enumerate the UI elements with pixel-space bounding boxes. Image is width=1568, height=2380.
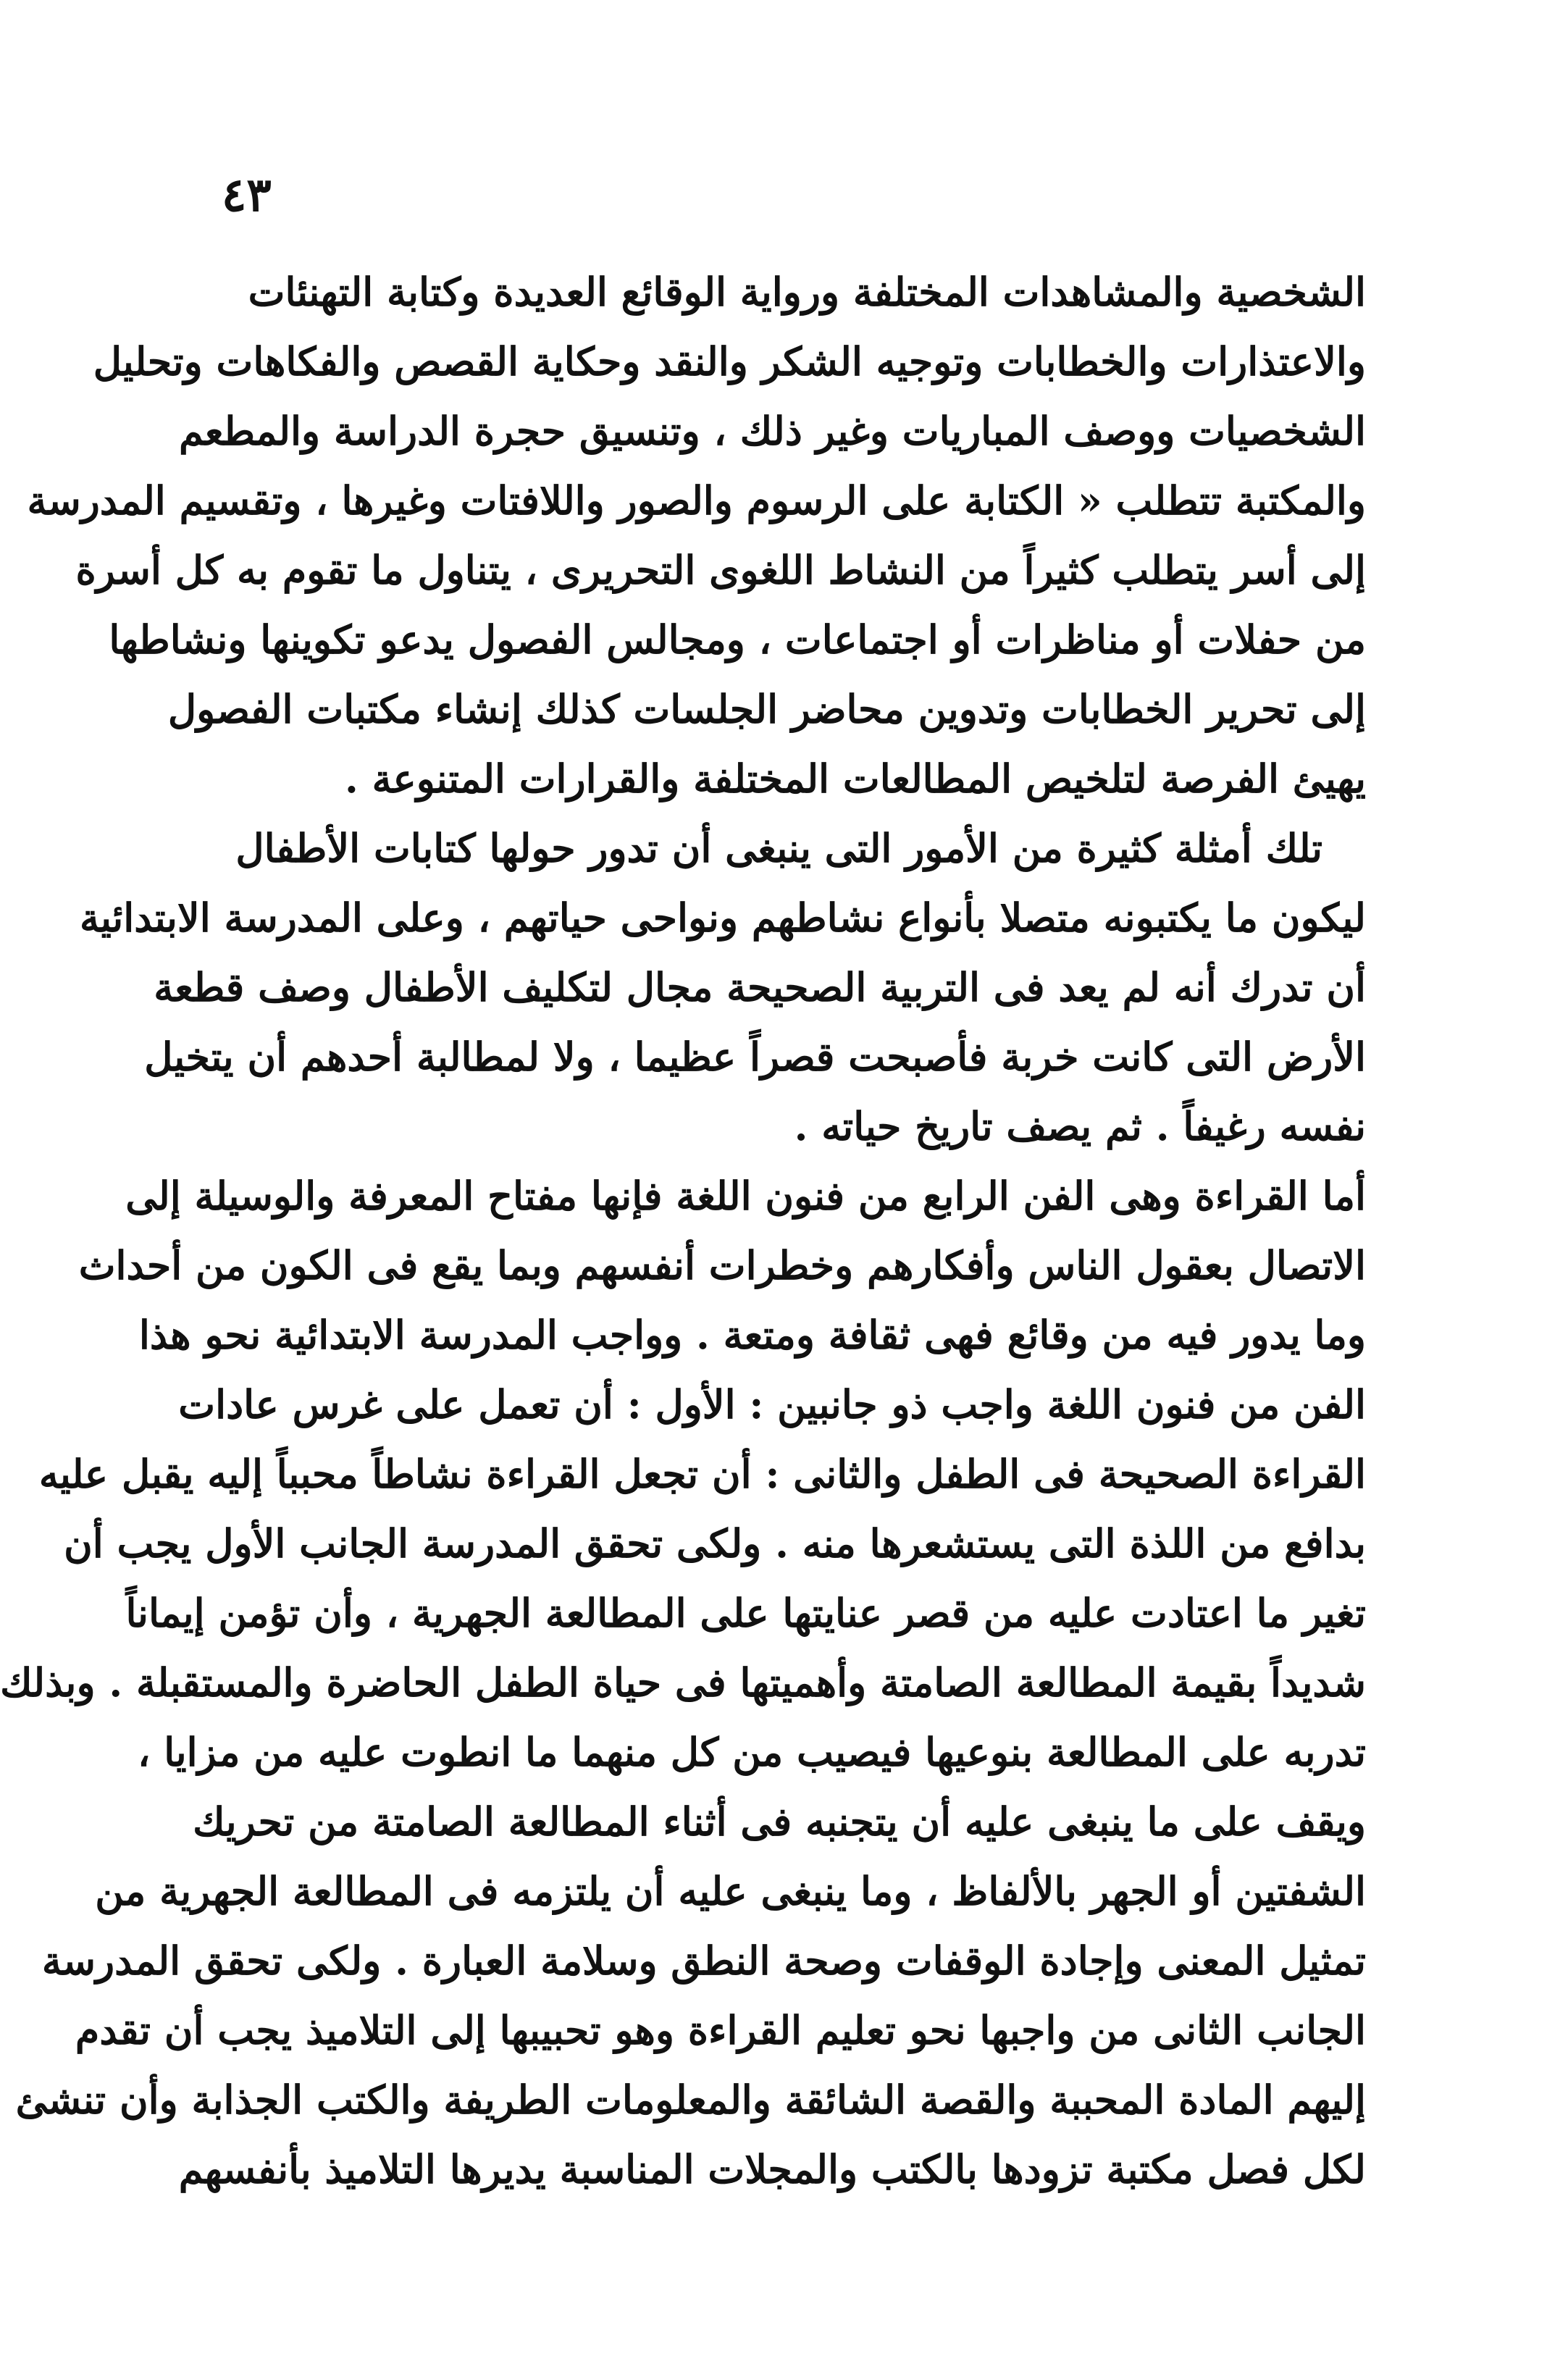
text-line: ليكون ما يكتبونه متصلا بأنواع نشاطهم ونواحى حياتهم ، وعلى المدرسة الابتدائية	[79, 894, 1366, 941]
text-line: الشخصية والمشاهدات المختلفة ورواية الوقائع العديدة وكتابة التهنئات	[248, 269, 1366, 315]
text-line: ويقف على ما ينبغى عليه أن يتجنبه فى أثناء المطالعة الصامتة من تحريك	[193, 1798, 1366, 1845]
text-line: أما القراءة وهى الفن الرابع من فنون اللغة فإنها مفتاح المعرفة والوسيلة إلى	[125, 1173, 1366, 1219]
text-line: الشفتين أو الجهر بالألفاظ ، وما ينبغى عليه أن يلتزمه فى المطالعة الجهرية من	[95, 1868, 1366, 1914]
text-line: نفسه رغيفاً . ثم يصف تاريخ حياته .	[794, 1103, 1366, 1149]
text-line: تغير ما اعتادت عليه من قصر عنايتها على المطالعة الجهرية ، وأن تؤمن إيماناً	[125, 1590, 1366, 1636]
text-line: يهيئ الفرصة لتلخيص المطالعات المختلفة والقرارات المتنوعة .	[344, 755, 1366, 802]
text-line: إلى تحرير الخطابات وتدوين محاضر الجلسات كذلك إنشاء مكتبات الفصول	[167, 686, 1366, 732]
text-line: لكل فصل مكتبة تزودها بالكتب والمجلات المناسبة يديرها التلاميذ بأنفسهم	[178, 2146, 1366, 2192]
text-line: الاتصال بعقول الناس وأفكارهم وخطرات أنفسهم وبما يقع فى الكون من أحداث	[78, 1242, 1366, 1289]
text-line: تمثيل المعنى وإجادة الوقفات وصحة النطق وسلامة العبارة . ولكى تحقق المدرسة	[41, 1937, 1366, 1984]
text-line: إليهم المادة المحببة والقصة الشائقة والمعلومات الطريفة والكتب الجذابة وأن تنشئ	[15, 2077, 1366, 2123]
text-line: من حفلات أو مناظرات أو اجتماعات ، ومجالس الفصول يدعو تكوينها ونشاطها	[109, 616, 1366, 663]
paragraph-3	[0, 1161, 1366, 2204]
text-line: الفن من فنون اللغة واجب ذو جانبين : الأول : أن تعمل على غرس عادات	[178, 1381, 1366, 1428]
text-line: أن تدرك أنه لم يعد فى التربية الصحيحة مجال لتكليف الأطفال وصف قطعة	[154, 964, 1366, 1010]
text-line: القراءة الصحيحة فى الطفل والثانى : أن تجعل القراءة نشاطاً محبباً إليه يقبل عليه	[38, 1451, 1366, 1497]
text-line: إلى أسر يتطلب كثيراً من النشاط اللغوى التحريرى ، يتناول ما تقوم به كل أسرة	[75, 547, 1366, 593]
body-text	[0, 257, 1366, 2204]
paragraph-2	[79, 813, 1366, 1161]
text-line: تلك أمثلة كثيرة من الأمور التى ينبغى أن تدور حولها كتابات الأطفال	[235, 825, 1322, 871]
text-line: الجانب الثانى من واجبها نحو تعليم القراءة وهو تحبيبها إلى التلاميذ يجب أن تقدم	[75, 2007, 1366, 2053]
page-number: ٤٣	[222, 168, 272, 222]
paragraph-1	[27, 257, 1366, 813]
text-line: شديداً بقيمة المطالعة الصامتة وأهميتها فى حياة الطفل الحاضرة والمستقبلة . وبذلك	[0, 1659, 1366, 1706]
text-line: الشخصيات ووصف المباريات وغير ذلك ، وتنسيق حجرة الدراسة والمطعم	[178, 408, 1366, 454]
text-line: تدربه على المطالعة بنوعيها فيصيب من كل منهما ما انطوت عليه من مزايا ،	[137, 1729, 1366, 1775]
text-line: وما يدور فيه من وقائع فهى ثقافة ومتعة . وواجب المدرسة الابتدائية نحو هذا	[138, 1312, 1366, 1358]
text-line: والمكتبة تتطلب « الكتابة على الرسوم والصور واللافتات وغيرها ، وتقسيم المدرسة	[27, 477, 1366, 524]
text-line: الأرض التى كانت خربة فأصبحت قصراً عظيما ، ولا لمطالبة أحدهم أن يتخيل	[144, 1034, 1366, 1080]
text-line: والاعتذارات والخطابات وتوجيه الشكر والنقد وحكاية القصص والفكاهات وتحليل	[93, 338, 1366, 385]
text-line: بدافع من اللذة التى يستشعرها منه . ولكى تحقق المدرسة الجانب الأول يجب أن	[64, 1520, 1366, 1567]
